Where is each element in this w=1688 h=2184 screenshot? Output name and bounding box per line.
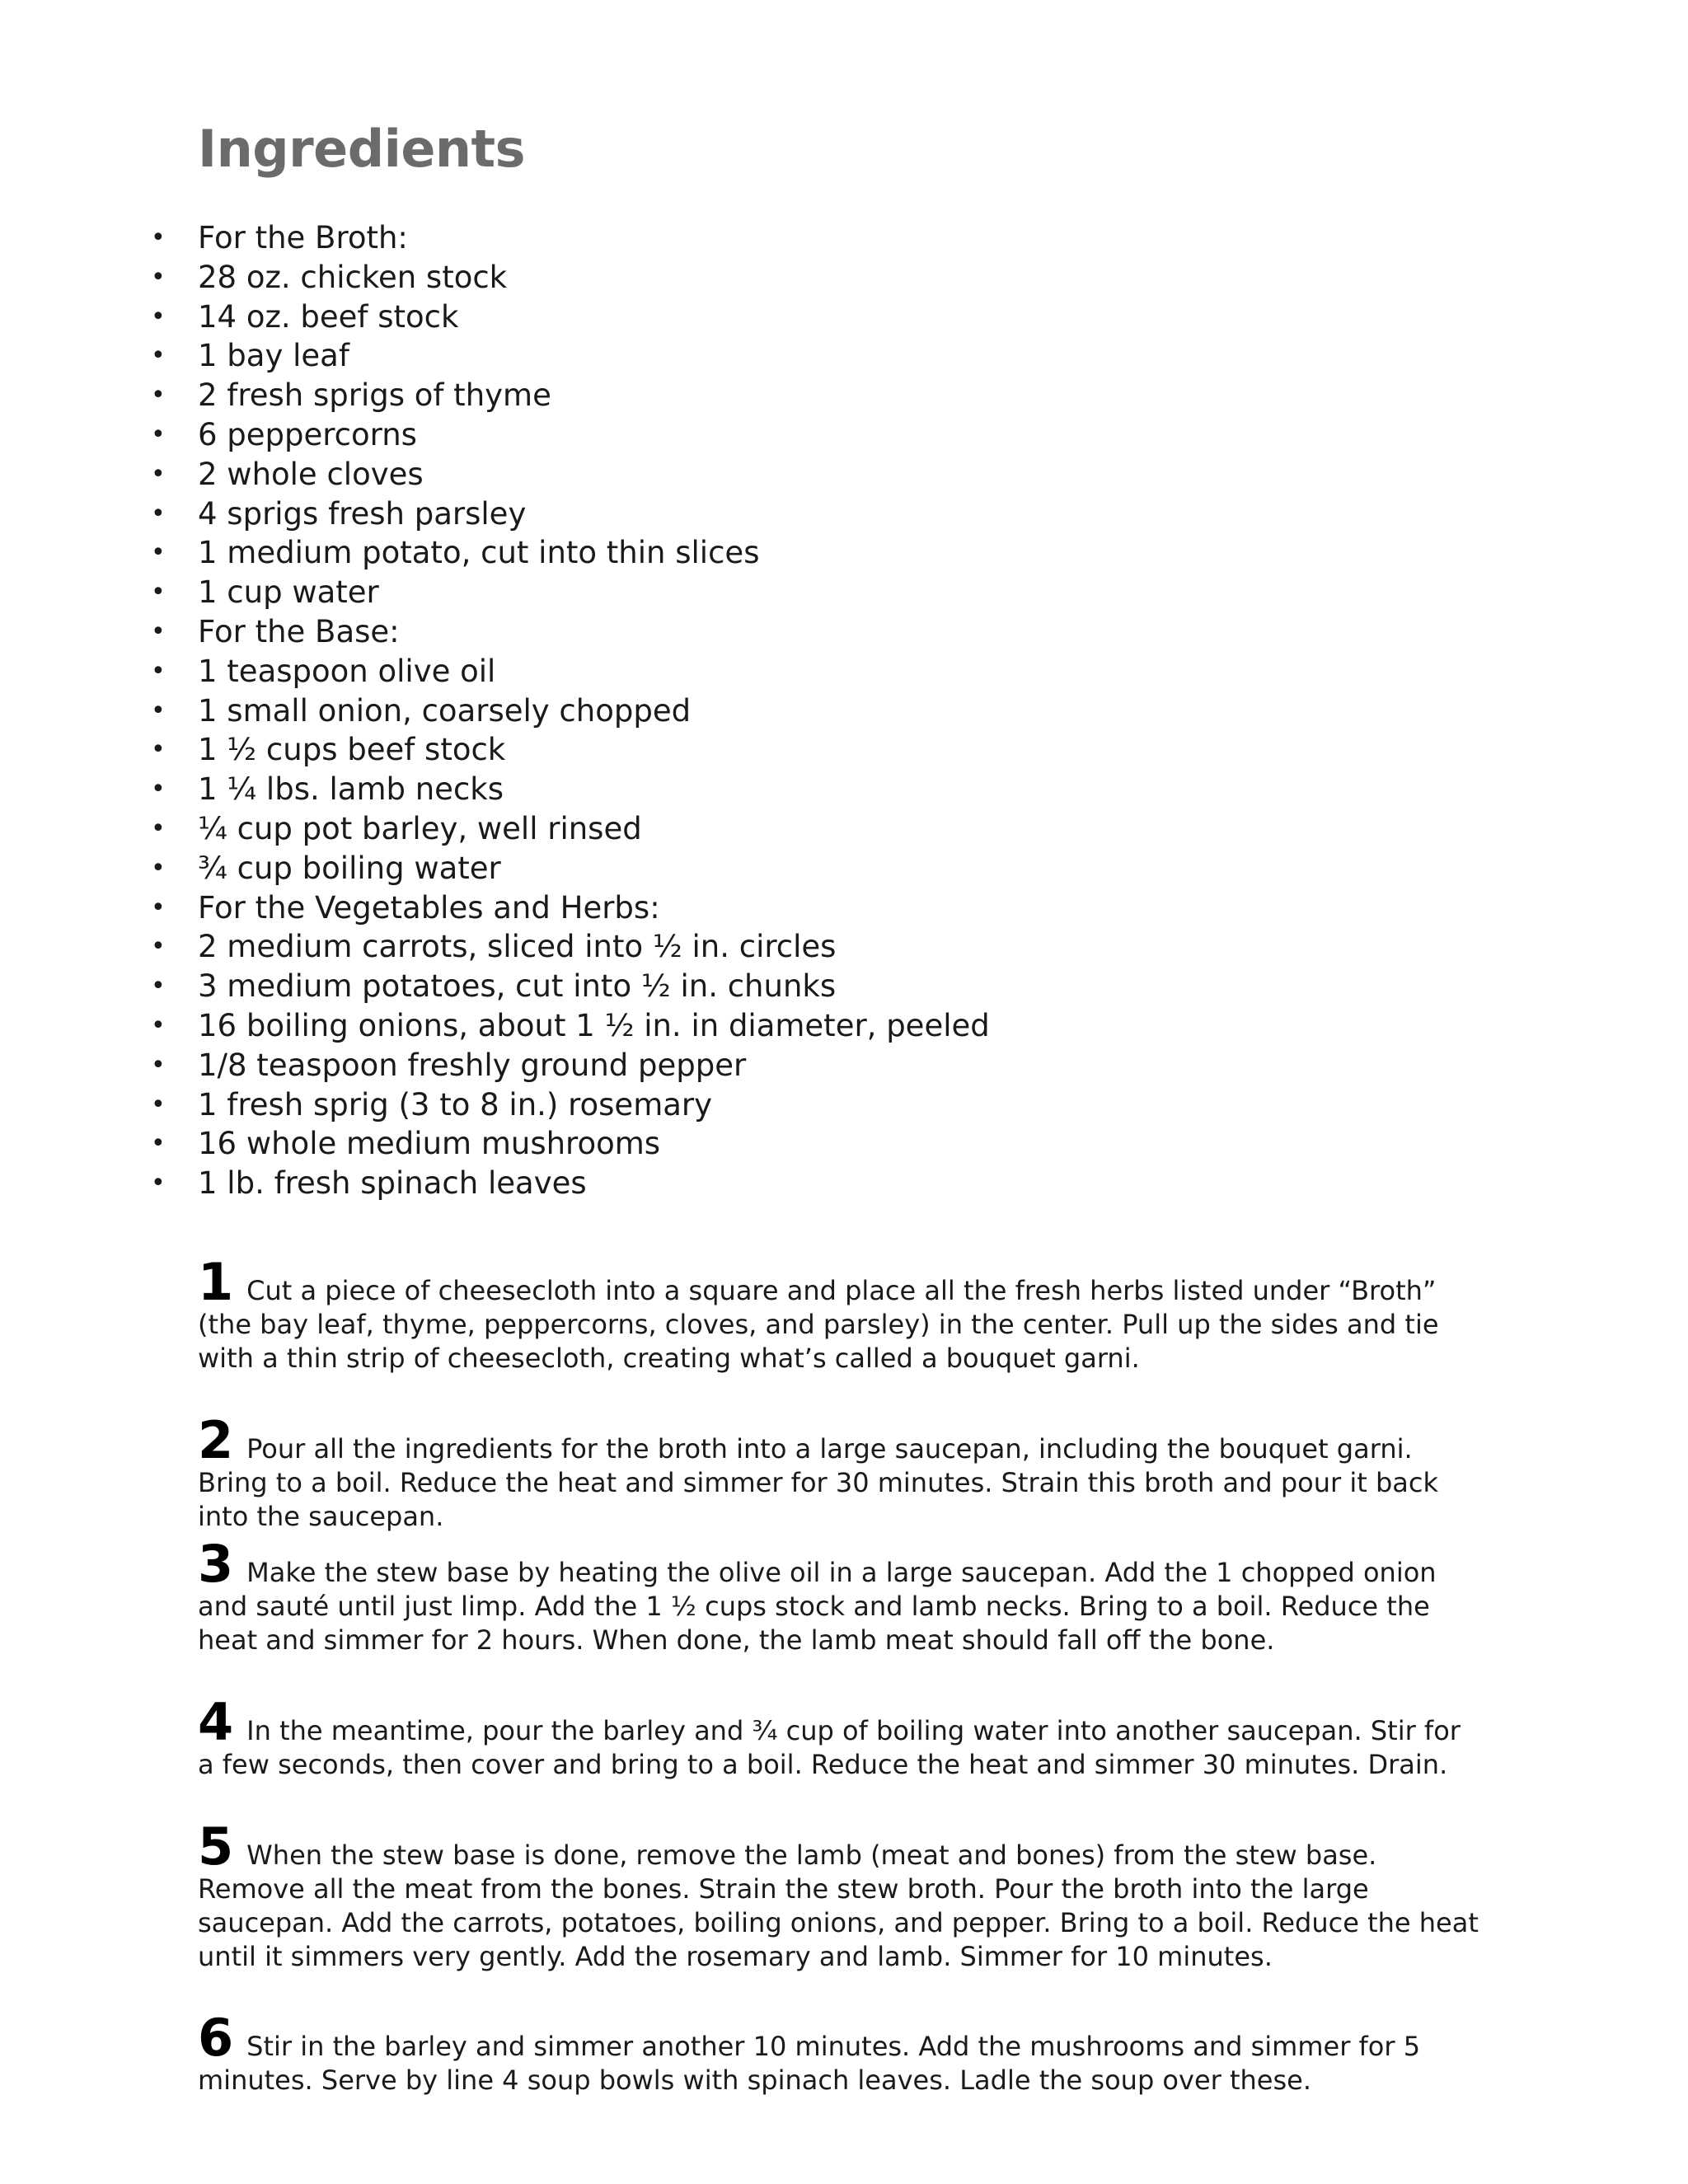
bullet-icon: • [151, 1090, 166, 1119]
list-item [0, 573, 1071, 612]
step-number: 1 [198, 1252, 234, 1312]
ingredient-text: 1 cup water [198, 574, 379, 611]
bullet-icon: • [151, 262, 166, 292]
ingredient-text: 2 medium carrots, sliced into ½ in. circles [198, 929, 837, 965]
bullet-icon: • [151, 341, 166, 371]
ingredient-text: 16 boiling onions, about 1 ½ in. in diameter, peeled [198, 1007, 990, 1043]
ingredient-text: 1 teaspoon olive oil [198, 653, 496, 689]
bullet-icon: • [151, 302, 166, 331]
ingredient-text: 1 lb. fresh spinach leaves [198, 1165, 587, 1202]
step-1 [198, 1252, 1484, 1376]
step-text: In the meantime, pour the barley and ¾ cup of boiling water into another saucepan. Stir for a few seconds, then cover and bring to a boil. Reduce the heat and simmer 30 minutes. Drain. [198, 1715, 1461, 1780]
step-text: When the stew base is done, remove the lamb (meat and bones) from the stew base. Remove all the meat from the bones. Strain the stew broth. Pour the broth into the large saucepan. Add the carrots, potatoes, boiling onions, and pepper. Bring to a boil. Reduce the heat until it simmers very gently. Add the rosemary and lamb. Simmer for 10 minutes. [198, 1840, 1479, 1972]
ingredient-text: ¼ cup pot barley, well rinsed [198, 810, 642, 846]
ingredient-text: 4 sprigs fresh parsley [198, 495, 527, 532]
ingredient-text: 16 whole medium mushrooms [198, 1126, 661, 1162]
step-4 [198, 1692, 1484, 1782]
list-item [0, 533, 1071, 573]
list-item [0, 967, 1071, 1006]
bullet-icon: • [151, 656, 166, 686]
bullet-icon: • [151, 696, 166, 725]
step-number: 4 [198, 1692, 234, 1752]
bullet-icon: • [151, 1010, 166, 1040]
step-5 [198, 1816, 1484, 1974]
bullet-icon: • [151, 775, 166, 804]
ingredients-heading: Ingredients [198, 119, 526, 179]
ingredient-text: 1 fresh sprig (3 to 8 in.) rosemary [198, 1086, 713, 1122]
bullet-icon: • [151, 853, 166, 883]
bullet-icon: • [151, 223, 166, 252]
bullet-icon: • [151, 419, 166, 449]
list-item [0, 1046, 1071, 1085]
list-item [0, 258, 1071, 298]
step-number: 6 [198, 2008, 234, 2068]
list-item [0, 376, 1071, 415]
list-item [0, 770, 1071, 809]
ingredient-text: 2 whole cloves [198, 456, 424, 492]
ingredient-text: 14 oz. beef stock [198, 298, 459, 335]
step-3 [198, 1534, 1484, 1657]
ingredient-text: 28 oz. chicken stock [198, 259, 508, 295]
bullet-icon: • [151, 538, 166, 568]
bullet-icon: • [151, 578, 166, 607]
list-item [0, 1164, 1071, 1203]
bullet-icon: • [151, 735, 166, 765]
list-item [0, 218, 1071, 258]
list-item [0, 730, 1071, 770]
ingredient-text: For the Base: [198, 613, 400, 649]
bullet-icon: • [151, 1129, 166, 1159]
step-number: 2 [198, 1410, 234, 1470]
step-2 [198, 1410, 1484, 1534]
list-item [0, 1006, 1071, 1046]
ingredient-text: 3 medium potatoes, cut into ½ in. chunks [198, 968, 837, 1005]
ingredient-text: 1 bay leaf [198, 338, 349, 374]
list-item [0, 455, 1071, 494]
step-text: Make the stew base by heating the olive oil in a large saucepan. Add the 1 chopped onion and sauté until just limp. Add the 1 ½ cups stock and lamb necks. Bring to a boil. Reduce the heat and simmer for 2 hours. When done, the lamb meat should fall off the bone. [198, 1557, 1437, 1656]
ingredient-text: ¾ cup boiling water [198, 850, 501, 886]
list-item [0, 652, 1071, 691]
list-item [0, 1124, 1071, 1164]
bullet-icon: • [151, 381, 166, 410]
list-item [0, 809, 1071, 849]
bullet-icon: • [151, 499, 166, 528]
step-text: Stir in the barley and simmer another 10 minutes. Add the mushrooms and simmer for 5 minutes. Serve by line 4 soup bowls with spinach leaves. Ladle the soup over these. [198, 2031, 1421, 2096]
ingredient-text: For the Broth: [198, 220, 408, 255]
bullet-icon: • [151, 972, 166, 1001]
bullet-icon: • [151, 893, 166, 922]
bullet-icon: • [151, 616, 166, 646]
list-item [0, 298, 1071, 337]
ingredient-text: 1 medium potato, cut into thin slices [198, 535, 760, 571]
list-item [0, 849, 1071, 888]
ingredients-list [0, 218, 1071, 1203]
ingredient-text: 1 ½ cups beef stock [198, 732, 506, 768]
list-item [0, 1085, 1071, 1125]
ingredient-text: For the Vegetables and Herbs: [198, 889, 660, 926]
step-number: 5 [198, 1816, 234, 1877]
bullet-icon: • [151, 813, 166, 843]
ingredient-text: 1/8 teaspoon freshly ground pepper [198, 1047, 747, 1083]
ingredient-text: 1 small onion, coarsely chopped [198, 692, 692, 729]
step-text: Pour all the ingredients for the broth into a large saucepan, including the bouquet garni. Bring to a boil. Reduce the heat and simmer for 30 minutes. Strain this broth and pour it back into the saucepan. [198, 1433, 1439, 1532]
bullet-icon: • [151, 1050, 166, 1080]
step-6 [198, 2008, 1484, 2097]
list-item [0, 336, 1071, 376]
ingredient-text: 2 fresh sprigs of thyme [198, 377, 551, 414]
bullet-icon: • [151, 459, 166, 489]
list-item [0, 888, 1071, 928]
bullet-icon: • [151, 1169, 166, 1198]
ingredient-text: 6 peppercorns [198, 416, 417, 452]
list-item [0, 494, 1071, 534]
list-item [0, 691, 1071, 731]
ingredient-text: 1 ¼ lbs. lamb necks [198, 771, 504, 808]
step-number: 3 [198, 1534, 234, 1594]
step-text: Cut a piece of cheesecloth into a square and place all the fresh herbs listed under “Broth” (the bay leaf, thyme, peppercorns, cloves, and parsley) in the center. Pull up the sides and tie with a thin strip of cheesecloth, creating what’s called a bouquet garni. [198, 1275, 1439, 1374]
list-item [0, 927, 1071, 967]
list-item [0, 415, 1071, 455]
list-item [0, 612, 1071, 652]
bullet-icon: • [151, 932, 166, 962]
